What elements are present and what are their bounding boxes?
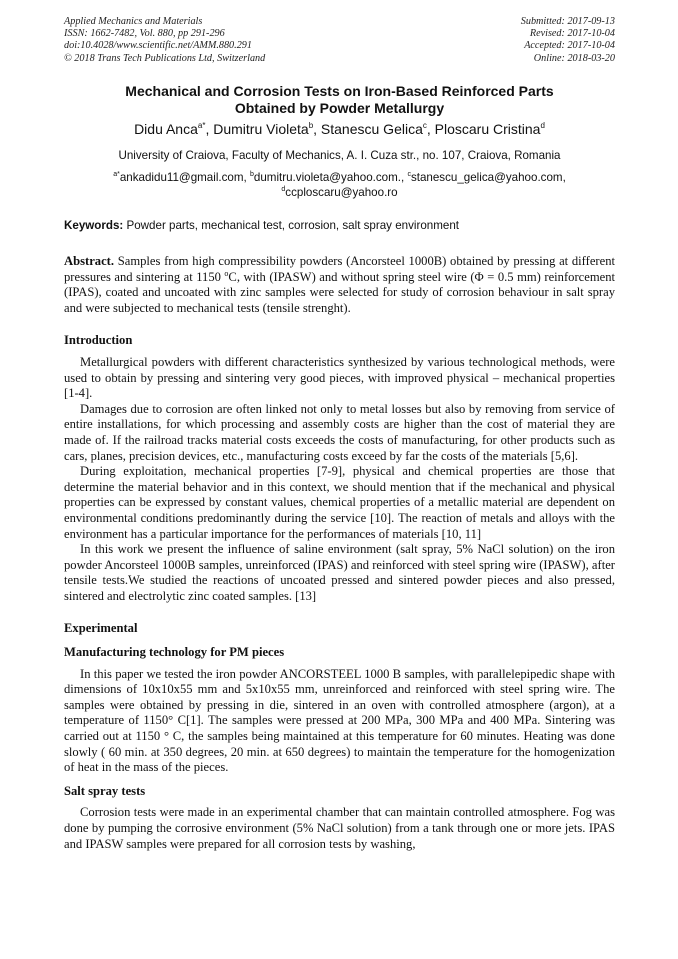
dates-header [521,16,615,65]
journal-name: Applied Mechanics and Materials [64,16,203,27]
title-line-2: Obtained by Powder Metallurgy [234,100,445,116]
introduction-paragraph-2: Damages due to corrosion are often linked not only to metal losses but also by removing from service of entire installations, for which processing and assembly costs are higher than the cost of material they are made of. If the railroad tracks material costs exceeds the costs of manufacturing, for other products such as cars, planes, precision devices, etc., manufacturing costs exceed by far the costs of the materials [5,6]. [64,401,615,463]
introduction-paragraph-4: In this work we present the influence of saline environment (salt spray, 5% NaCl solution) on the iron powder Ancorsteel 1000B samples, unreinforced (IPAS) and reinforced with steel spring wire (IPASW), after tensile tests.We studied the reactions of uncoated pressed and sintered powder pieces and also pressed, sintered and electrolytic zinc coated samples. [13] [64,542,615,603]
email-b[interactable]: dumitru.violeta@yahoo.com [253,171,398,184]
date-online: Online: 2018-03-20 [533,52,615,64]
manufacturing-subheading: Manufacturing technology for PM pieces [64,645,285,660]
abstract-label: Abstract. [64,254,115,268]
journal-doi: doi:10.4028/www.scientific.net/AMM.880.291 [64,40,252,52]
introduction-heading: Introduction [64,333,133,348]
date-submitted: Submitted: 2017-09-13 [520,16,615,27]
journal-copyright: © 2018 Trans Tech Publications Ltd, Switzerland [64,52,266,64]
introduction-paragraph-1: Metallurgical powders with different characteristics synthesized by various technological methods, were used to obtain by pressing and sintering very good pieces, with improved physical – mechanical properties [1-4]. [64,354,615,401]
keywords [64,219,615,233]
manufacturing-paragraph: In this paper we tested the iron powder ANCORSTEEL 1000 B samples, with parallelepipedic shape with dimensions of 10x10x55 mm and 5x10x55 mm, unreinforced and reinforced with steel spring wire. The samples were obtained by pressing in die, sintered in an oven with controlled atmosphere (argon), at a temperature of 1150° C[1]. The samples were pressed at 200 MPa, 300 MPa and 400 MPa. Sintering was carried out at 1150 ° C, the samples being maintained at this temperature for 60 minutes. Heating was done slowly ( 60 min. at 350 degrees, 20 min. at 650 degrees) to maintain the temperature for the homogenization of heat in the mass of the pieces. [64,666,615,775]
salt-spray-paragraph: Corrosion tests were made in an experimental chamber that can maintain controlled atmosphere. Fog was done by pumping the corrosive environment (5% NaCl solution) from a tank through one or more jets. IPAS and IPASW samples were prepared for all corrosion tests by washing, [64,805,615,851]
author-4: Ploscaru Cristina$^d$ [434,121,545,137]
email-c[interactable]: stanescu_gelica@yahoo.com [410,171,563,184]
author-3: Stanescu Gelica$^c$, [320,121,435,137]
journal-issn: ISSN: 1662-7482, Vol. 880, pp 291-296 [64,28,225,40]
author-1: Didu Anca$^{a*}$, [134,121,214,137]
keywords-label: Keywords: [64,219,124,232]
author-list [64,121,615,138]
experimental-heading: Experimental [64,621,138,636]
introduction-paragraph-3: During exploitation, mechanical properties [7-9], physical and chemical properties are those that determine the material behavior and in this context, we should mention that if the mechanical and physical properties can be expressed by constant values, chemical properties of a metallic material are dependent on environmental conditions predominantly during the service [10]. The reaction of metals and alloys with the environment has a particular importance for the performances of materials [10, 11] [64,464,615,541]
keywords-text: Powder parts, mechanical test, corrosion, salt spray environment [123,219,460,232]
author-2: Dumitru Violeta$^b$, [213,121,321,137]
paper-body [64,254,615,852]
author-emails: $^{a*}$ankadidu11@gmail.com, $^b$dumitru.violeta@yahoo.com., $^c$stanescu_gelica@yahoo.com, $^d$ccploscaru@yahoo.ro [113,171,566,199]
email-a[interactable]: ankadidu11@gmail.com [119,171,244,184]
title-line-1: Mechanical and Corrosion Tests on Iron-Based Reinforced Parts [125,83,554,99]
paper-title [64,83,615,117]
date-revised: Revised: 2017-10-04 [529,28,615,40]
abstract: Abstract. Samples from high compressibility powders (Ancorsteel 1000B) obtained by pressing at different pressures and sintering at 1150 $^o$C, with (IPASW) and without spring steel wire (Φ = 0.5 mm) reinforcement (IPAS), coated and uncoated with zinc samples were selected for study of corrosion behaviour in salt spray and were subjected to mechanical tests (tensile strenght). [64,254,615,315]
affiliation: University of Craiova, Faculty of Mechanics, A. I. Cuza str., no. 107, Craiova, Romania [118,149,561,162]
journal-header [64,16,265,65]
email-d[interactable]: ccploscaru@yahoo.ro [285,186,398,199]
salt-spray-subheading: Salt spray tests [64,783,146,798]
date-accepted: Accepted: 2017-10-04 [524,40,615,52]
